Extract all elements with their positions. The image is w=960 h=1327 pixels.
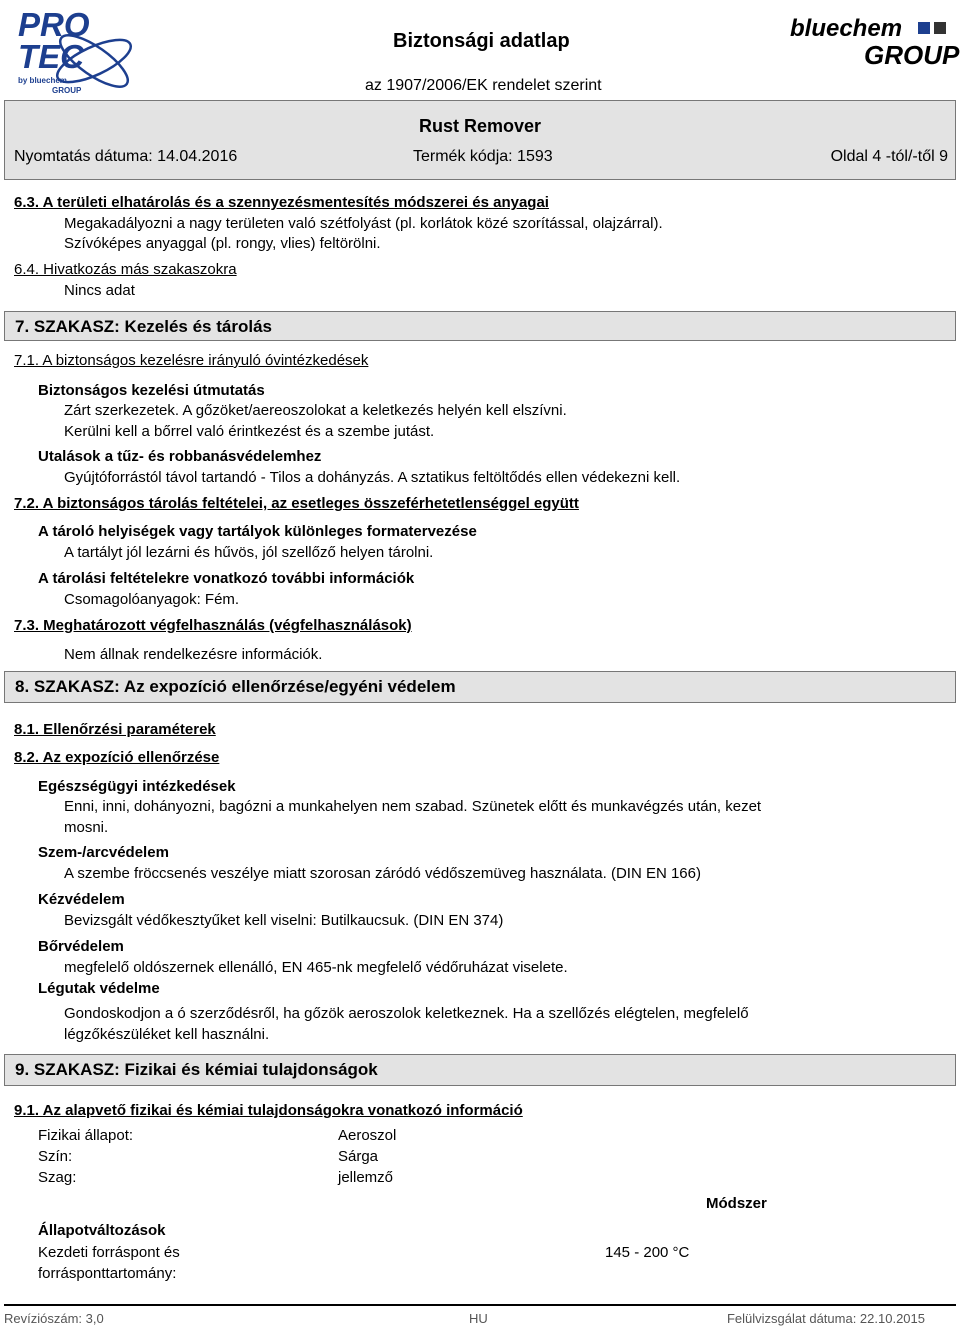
heading-6-3: 6.3. A területi elhatárolás és a szennyezésmentesítés módszerei és anyagai (14, 194, 549, 211)
text-8-2-line4: megfelelő oldószernek ellenálló, EN 465-nk megfelelő védőruházat viselete. (64, 959, 568, 976)
protec-logo-group: GROUP (52, 86, 82, 95)
boiling-point-label-line2: forrásponttartomány: (38, 1265, 177, 1282)
document-title: Biztonsági adatlap (393, 30, 570, 52)
heading-8-1: 8.1. Ellenőrzési paraméterek (14, 721, 216, 738)
text-8-2-line2: A szembe fröccsenés veszélye miatt szorosan záródó védőszemüveg használata. (DIN EN 166) (64, 865, 701, 882)
label-fire-protection: Utalások a tűz- és robbanásvédelemhez (38, 448, 322, 465)
review-date: Felülvizsgálat dátuma: 22.10.2015 (726, 1311, 925, 1326)
bluechem-logo-line1: bluechem (790, 15, 903, 42)
label-storage-info: A tárolási feltételekre vonatkozó további információk (38, 570, 415, 587)
boiling-point-label-line1: Kezdeti forráspont és (38, 1244, 180, 1261)
section-9-header (4, 1054, 956, 1086)
heading-8-2: 8.2. Az expozíció ellenőrzése (14, 749, 220, 766)
heading-7-3: 7.3. Meghatározott végfelhasználás (végfelhasználások) (14, 617, 412, 634)
text-8-2-line1b: mosni. (64, 819, 109, 836)
property-label: Szín: (38, 1148, 73, 1165)
text-7-1-line1: Zárt szerkezetek. A gőzöket/aereoszolokat a keletkezés helyén kell elszívni. (64, 402, 567, 419)
text-7-2-line1: A tartályt jól lezárni és hűvös, jól szellőző helyen tárolni. (64, 544, 434, 561)
product-code: Termék kódja: 1593 (413, 148, 553, 165)
section-9-title: 9. SZAKASZ: Fizikai és kémiai tulajdonságok (15, 1060, 378, 1079)
text-7-3: Nem állnak rendelkezésre információk. (64, 646, 323, 663)
label-state-changes: Állapotváltozások (38, 1222, 166, 1239)
label-eye-protection: Szem-/arcvédelem (38, 844, 169, 861)
protec-logo-by: by bluechem (18, 76, 67, 85)
text-8-2-line3: Bevizsgált védőkesztyűket kell viselni: Butilkaucsuk. (DIN EN 374) (64, 912, 504, 929)
protec-logo-line2: TEC (18, 38, 84, 75)
label-hand-protection: Kézvédelem (38, 891, 125, 908)
print-date: Nyomtatás dátuma: 14.04.2016 (14, 148, 238, 165)
page-number: Oldal 4 -tól/-től 9 (830, 148, 948, 165)
product-header-box (4, 100, 956, 180)
label-respiratory-protection: Légutak védelme (38, 980, 160, 997)
document-subtitle: az 1907/2006/EK rendelet szerint (365, 77, 602, 94)
text-7-1-line3: Gyújtóforrástól távol tartandó - Tilos a dohányzás. A sztatikus feltöltődés ellen védekezni kell. (64, 469, 681, 486)
property-label: Fizikai állapot: (38, 1127, 134, 1144)
label-safe-handling: Biztonságos kezelési útmutatás (38, 382, 265, 399)
label-hygiene: Egészségügyi intézkedések (38, 778, 236, 795)
heading-7-1: 7.1. A biztonságos kezelésre irányuló óvintézkedések (14, 352, 369, 369)
language-code: HU (469, 1311, 488, 1326)
protec-logo (16, 6, 136, 96)
product-name: Rust Remover (419, 116, 542, 136)
revision-number: Revíziószám: 3,0 (4, 1311, 104, 1326)
property-value: jellemző (338, 1169, 394, 1186)
property-value: Sárga (338, 1148, 379, 1165)
text-7-1-line2: Kerülni kell a bőrrel való érintkezést és a szembe jutást. (64, 423, 435, 440)
label-skin-protection: Bőrvédelem (38, 938, 124, 955)
text-8-2-line1a: Enni, inni, dohányozni, bagózni a munkahelyen nem szabad. Szünetek előtt és munkavégzés után, kezet (64, 798, 762, 815)
boiling-point-value: 145 - 200 °C (605, 1244, 690, 1261)
heading-6-4: 6.4. Hivatkozás más szakaszokra (14, 261, 237, 278)
text-6-3-line2: Szívóképes anyaggal (pl. rongy, vlies) feltörölni. (64, 235, 381, 252)
text-6-3-line1: Megakadályozni a nagy területen való szétfolyást (pl. korlátok közé szorítással, olajzárral). (64, 215, 663, 232)
text-8-2-line5a: Gondoskodjon a ó szerződésről, ha gőzök aeroszolok keletkeznek. Ha a szellőzés elégtelen, megfelelő (64, 1005, 749, 1022)
label-storage-design: A tároló helyiségek vagy tartályok különleges formatervezése (38, 523, 477, 540)
property-value: Aeroszol (338, 1127, 397, 1144)
text-6-4: Nincs adat (64, 282, 135, 299)
section-7-title: 7. SZAKASZ: Kezelés és tárolás (15, 317, 272, 336)
bluechem-group-logo (788, 14, 960, 70)
method-column-header: Módszer (706, 1195, 767, 1212)
footer-divider (4, 1304, 956, 1306)
protec-logo-line1: PRO (18, 6, 90, 43)
text-7-2-line2: Csomagolóanyagok: Fém. (64, 591, 240, 608)
section-7-header (4, 311, 956, 341)
property-label: Szag: (38, 1169, 77, 1186)
section-8-header (4, 671, 956, 703)
section-8-title: 8. SZAKASZ: Az expozíció ellenőrzése/egyéni védelem (15, 677, 456, 696)
heading-7-2: 7.2. A biztonságos tárolás feltételei, az esetleges összeférhetetlenséggel együtt (14, 495, 579, 512)
text-8-2-line5b: légzőkészüléket kell használni. (64, 1026, 270, 1043)
bluechem-logo-line2: GROUP (864, 40, 960, 70)
heading-9-1: 9.1. Az alapvető fizikai és kémiai tulajdonságokra vonatkozó információ (14, 1102, 523, 1119)
